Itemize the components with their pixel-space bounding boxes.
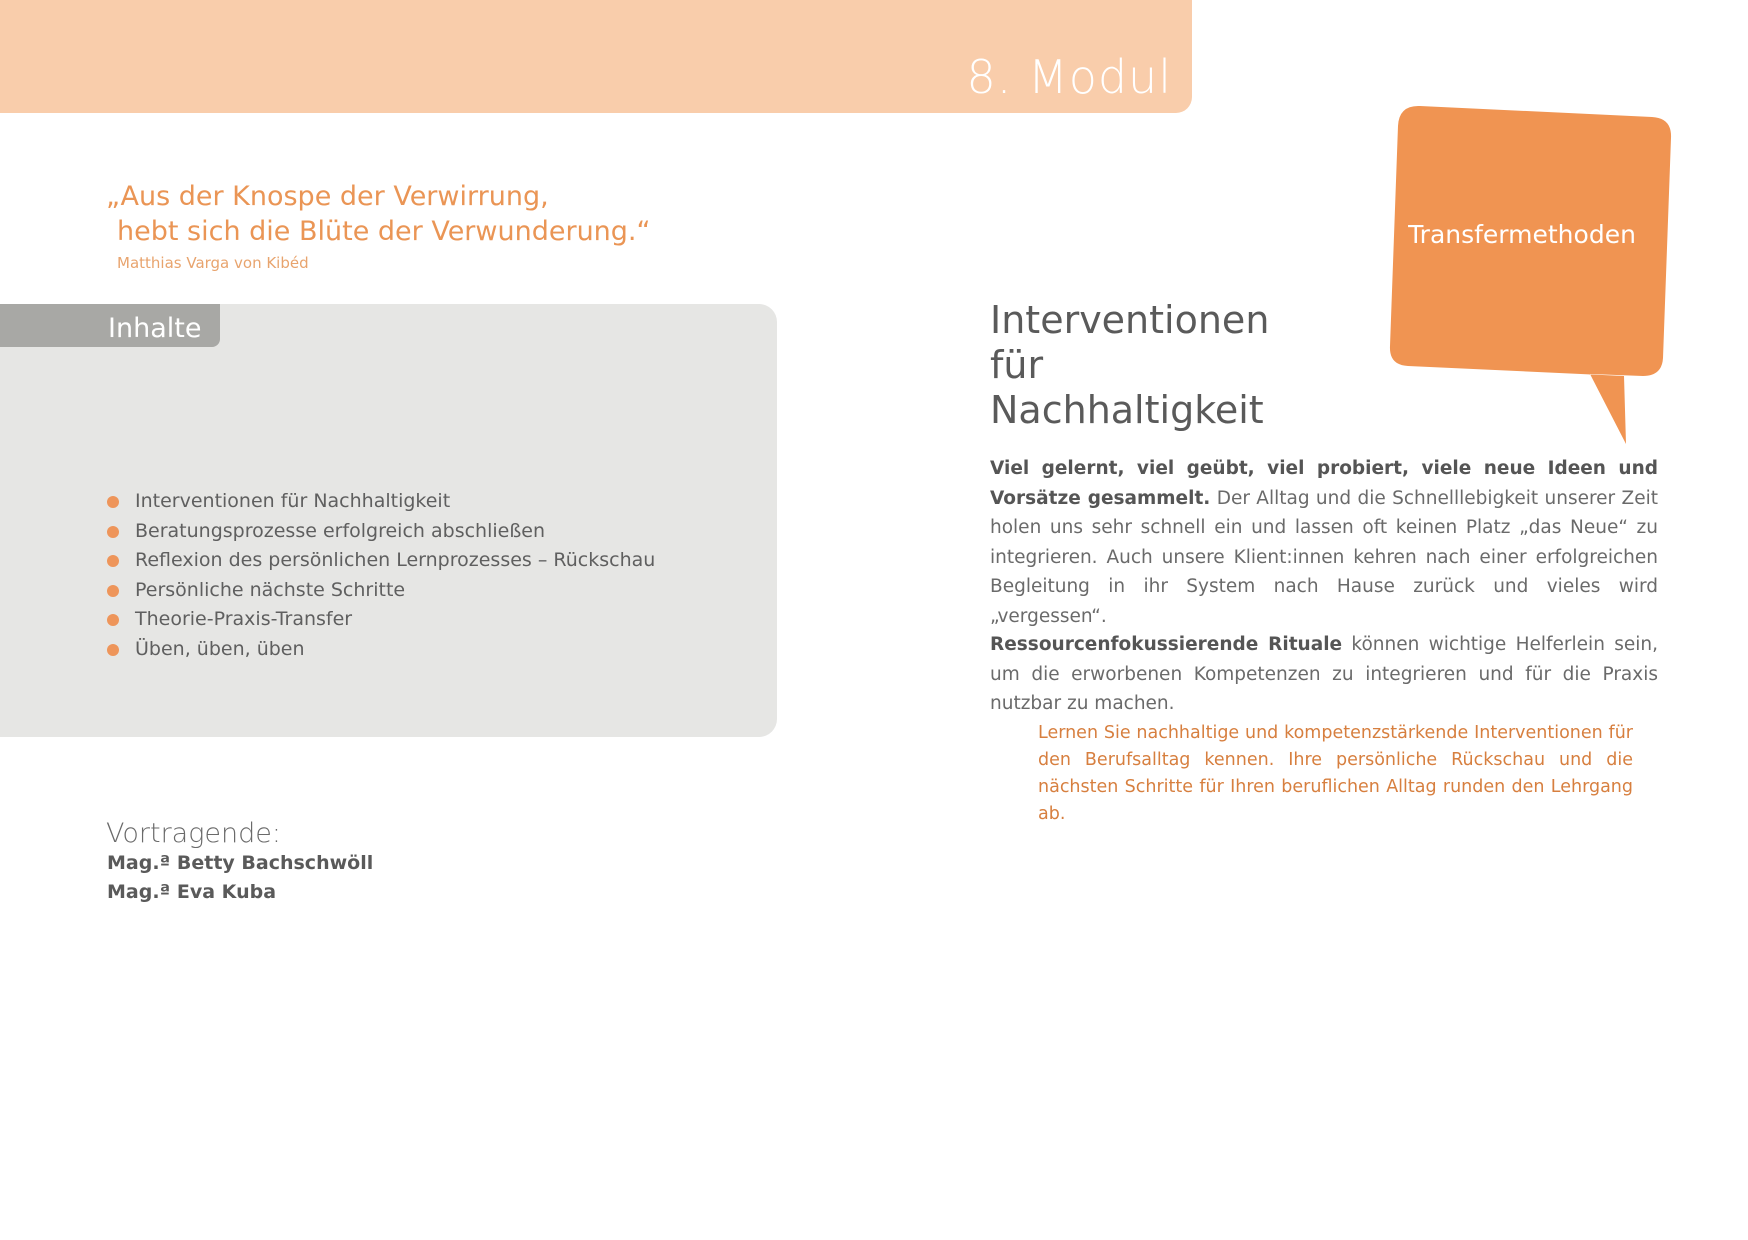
rituals-paragraph bbox=[990, 630, 1658, 719]
list-item bbox=[106, 576, 655, 606]
intro-paragraph bbox=[990, 454, 1658, 631]
bullet-dot-icon bbox=[107, 555, 119, 567]
bullet-dot-icon bbox=[107, 496, 119, 508]
bubble-label: Transfermethoden bbox=[1408, 220, 1636, 249]
list-item bbox=[106, 546, 655, 576]
speakers-heading: Vortragende: bbox=[106, 818, 281, 849]
title-line: für bbox=[990, 343, 1044, 387]
rituals-paragraph-rest: können wichtige Helferlein sein, um die erworbenen Kompetenzen zu integrieren und für die Praxis nutzbar zu machen. bbox=[990, 634, 1658, 714]
bullet-dot-icon bbox=[107, 614, 119, 626]
list-item bbox=[106, 487, 655, 517]
quote-author: Matthias Varga von Kibéd bbox=[117, 254, 309, 272]
bullet-dot-icon bbox=[107, 585, 119, 597]
speaker-name: Mag.ª Betty Bachschwöll bbox=[107, 852, 374, 874]
list-item-text: Theorie-Praxis-Transfer bbox=[135, 608, 353, 630]
list-item-text: Interventionen für Nachhaltigkeit bbox=[135, 490, 451, 512]
intro-paragraph-rest: Der Alltag und die Schnelllebigkeit unserer Zeit holen uns sehr schnell ein und lassen oft keinen Platz „das Neue“ zu integrieren. Auch unsere Klient:innen kehren nach einer erfolgreichen Begleitung in ihr System nach Hause zurück und vieles wird „vergessen“. bbox=[990, 487, 1658, 627]
list-item-text: Persönliche nächste Schritte bbox=[135, 578, 406, 601]
module-title: 8. Modul bbox=[966, 50, 1172, 104]
bullet-dot-icon bbox=[107, 526, 119, 538]
intro-paragraph-lead: Viel gelernt, viel geübt, viel probiert, viele neue Ideen und Vorsätze gesammelt. bbox=[990, 458, 1658, 509]
list-item bbox=[106, 635, 655, 665]
quote-line-1: „Aus der Knospe der Verwirrung, bbox=[106, 181, 549, 212]
rituals-paragraph-lead: Ressourcenfokussierende Rituale bbox=[990, 634, 1343, 655]
bullet-dot-icon bbox=[107, 644, 119, 656]
quote bbox=[106, 179, 651, 249]
highlight-paragraph: Lernen Sie nachhaltige und kompetenzstärkende Interventionen für den Berufsalltag kennen. Ihre persönliche Rückschau und die nächsten Schritte für Ihren beruflichen Alltag runden den Lehrgang ab. bbox=[1038, 723, 1633, 824]
list-item-text: Üben, üben, üben bbox=[135, 637, 305, 660]
page-title bbox=[990, 298, 1350, 433]
list-item-text: Reflexion des persönlichen Lernprozesses – Rückschau bbox=[135, 549, 656, 571]
quote-line-2: hebt sich die Blüte der Verwunderung.“ bbox=[117, 216, 651, 247]
content-list bbox=[106, 487, 655, 664]
list-item bbox=[106, 517, 655, 547]
inhalte-label: Inhalte bbox=[108, 313, 202, 344]
list-item bbox=[106, 605, 655, 635]
header-band bbox=[0, 0, 1192, 113]
speech-bubble-shape bbox=[1380, 104, 1680, 454]
title-line: Interventionen bbox=[990, 298, 1270, 342]
speaker-name: Mag.ª Eva Kuba bbox=[107, 881, 277, 903]
title-line: Nachhaltigkeit bbox=[990, 388, 1264, 432]
list-item-text: Beratungsprozesse erfolgreich abschließen bbox=[135, 519, 546, 542]
